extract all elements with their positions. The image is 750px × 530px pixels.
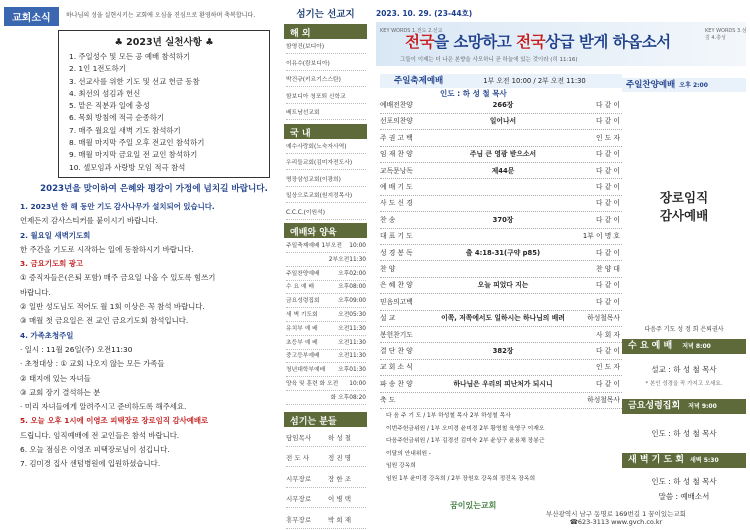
service-leader: 다 같 이: [595, 347, 620, 355]
news-item: 6. 오늘 점심은 이영조 피택장로님이 섬깁니다.: [20, 445, 170, 455]
news-item: 4. 가족초청주일: [20, 330, 74, 340]
service-item: 대 표 기 도: [380, 232, 413, 241]
staff-role: 시무장로: [286, 474, 312, 483]
practice-item: 4. 최선의 섬김과 헌신: [69, 88, 141, 98]
wednesday-note: * 본인 성경을 꼭 가지고 오세요.: [645, 381, 723, 387]
news-item: 언제든지 감사스티커를 붙이시기 바랍니다.: [20, 216, 158, 226]
service-row: [380, 113, 622, 130]
list-item: 이유수(캄보디아): [286, 58, 366, 71]
service-item: 예 배 기 도: [380, 183, 413, 191]
schedule-row: [286, 240, 366, 253]
schedule-name: 양육 및 훈련 화 오전: [286, 381, 339, 387]
service-item: 결 단 찬 양: [380, 347, 413, 355]
schedule-name: 금요성령집회: [286, 298, 320, 305]
service-row: [380, 376, 622, 393]
schedule-row: [286, 337, 366, 350]
news-item: ② 태지에 있는 자녀들: [20, 373, 91, 383]
news-item: ③ 교회 장기 결석하는 분: [20, 387, 101, 397]
service-item: 찬 양: [380, 265, 396, 273]
section-bar: 국 내: [284, 124, 367, 139]
news-subtitle: 하나님의 성을 실현시키는 교회에 오심을 진심으로 환영하며 축복합니다.: [66, 12, 256, 19]
staff-name: 정 진 명: [328, 454, 351, 463]
footer: 부산광역시 남구 동명로 169번길 1 꿈이있는교회 ☎623-3113 www.gvch.co.kr: [546, 510, 686, 526]
wednesday-preacher: 설교 : 하 성 철 목사: [651, 365, 717, 374]
service-leader: 인 도 자: [595, 363, 620, 372]
service-leader: 다 같 이: [595, 101, 620, 109]
service-row: [380, 146, 622, 163]
schedule-row: [286, 392, 366, 405]
friday-bar: 금요성령집회 저녁 9:00: [622, 399, 746, 414]
list-item: 박건규(키르기스스탄): [286, 74, 366, 87]
service-row: [380, 195, 622, 212]
schedule-row: [286, 309, 366, 322]
service-row: [380, 261, 622, 278]
list-item: 예수사랑회(노숙자사역): [286, 141, 366, 154]
service-content: 하나님은 우리의 피난처가 되시니: [453, 379, 553, 388]
schedule-name: 초등부 예 배: [286, 339, 318, 346]
schedule-name: 유치부 예 배: [286, 325, 318, 332]
staff-name: 박 희 재: [328, 515, 351, 524]
list-item: 함영진(보디아): [286, 41, 366, 54]
service-item: 설 교: [380, 314, 396, 323]
service-content: 370장: [492, 215, 514, 224]
schedule-row: [286, 364, 366, 377]
schedule-time: 오전11:30: [338, 353, 366, 360]
schedule-name: 수 요 예 배: [286, 284, 314, 291]
service-row: [380, 359, 622, 376]
service-item: 찬 송: [380, 215, 396, 224]
service-leader: 인 도 자: [595, 133, 620, 142]
next-prayer: 다음주 기도 성 정 희 은퇴권사: [644, 326, 724, 333]
theme-verse: 그들이 이제는 더 나은 본향을 사모하니 곧 하늘에 있는 것이라 (히 11:16): [400, 57, 578, 63]
service-leader: 다 같 이: [595, 379, 620, 388]
news-item: ① 증직자들은(은퇴 포함) 매주 금요일 나올 수 있도록 힘쓰기: [20, 273, 216, 283]
service-content: 이쪽, 저쪽에서도 일하시는 하나님의 배려: [441, 314, 565, 323]
next-week-row: 임원 1부 윤미경 강옥희 / 2부 장원호 강옥희 정진옥 장옥희: [386, 476, 536, 482]
service-content: 일어나서: [489, 117, 517, 126]
news-item: · 일시 : 11월 26일(주) 오전11:30: [20, 344, 133, 354]
service-leader: 다 같 이: [595, 117, 620, 126]
mission-heading: 섬기는 선교지: [296, 9, 355, 20]
news-item: · 미리 자녀들에게 알려주시고 준비하도록 해주세요.: [20, 402, 187, 412]
bulletin-date: 2023. 10. 29. (23-44호): [376, 9, 473, 18]
next-week-row: 다음주헌금위원 / 1부 김경선 김미숙 2부 윤상구 윤용채 장봉근: [386, 438, 545, 445]
list-item: 우리들교회(김미자전도사): [286, 157, 366, 170]
keywords-left: KEY WORDS 1.전도 2.선교: [380, 28, 443, 34]
service-leader: 다 같 이: [595, 248, 620, 257]
schedule-name: 새 벽 기도회: [286, 312, 318, 318]
news-item: 한 주간을 기도로 시작하는 일에 동참하시기 바랍니다.: [20, 244, 194, 254]
schedule-row: [286, 281, 366, 294]
news-item: 5. 오늘 오후 1시에 이영조 피택장로 장로임직 감사예배로: [20, 416, 209, 426]
news-item: 2. 월요일 새벽기도회: [20, 230, 91, 240]
practice-item: 8. 매월 마지막 주일 오후 전교인 참석하기: [69, 138, 205, 148]
staff-role: 담임목사: [286, 433, 312, 442]
staff-name: 이 병 택: [328, 495, 351, 504]
news-item: 7. 김미경 집사 센텀병원에 입원하셨습니다.: [20, 459, 161, 469]
next-week-row: 이달의 안내위원 -: [386, 450, 431, 457]
service-row: [380, 228, 622, 245]
service-item: 선포의찬양: [380, 117, 413, 126]
service-row: [380, 310, 622, 327]
service-content: 주님 큰 영광 받으소서: [469, 150, 537, 159]
service-item: 사 도 신 경: [380, 199, 413, 208]
service-item: 교독문낭독: [380, 166, 413, 175]
list-item: C.C.C.(이원석): [286, 207, 366, 220]
schedule-time: 오전05:30: [338, 312, 366, 318]
next-week-row: 다 음 주 기 도 / 1부 하성철 목사 2부 하성철 목사: [386, 413, 511, 419]
schedule-time: 오후02:00: [338, 270, 366, 277]
service-leader: 하성철목사: [587, 396, 620, 405]
news-item: · 초청대상 : ① 교회 나오지 않는 모든 가족들: [20, 359, 165, 369]
service-content: 제44문: [491, 166, 515, 175]
service-item: 예배전찬양: [380, 101, 413, 109]
schedule-row: [286, 254, 366, 267]
staff-name: 장 한 조: [328, 474, 351, 483]
dawn-leader: 인도 : 하 성 철 목사: [651, 477, 717, 486]
service-item: 파 송 찬 양: [380, 379, 413, 388]
dawn-word: 말씀 : 예배소서: [658, 492, 710, 501]
news-item: 바랍니다.: [20, 287, 51, 297]
service-leader: 다 같 이: [595, 166, 620, 175]
staff-name: 하 성 철: [328, 433, 351, 442]
practice-item: 2. 1인 1전도하기: [69, 64, 126, 74]
schedule-time: 오후01:30: [338, 367, 366, 374]
keywords-right: KEY WORDS 3.섬김 4.충성: [705, 28, 747, 41]
practice-box: [58, 30, 270, 178]
next-week-row: 임원 강옥희: [386, 463, 416, 470]
practice-title: ♣ 2023년 실천사항 ♣: [114, 37, 214, 48]
service-content: 382장: [492, 347, 514, 355]
schedule-time: 화 오후08:20: [330, 394, 366, 401]
news-item: ② 일반 성도님도 적어도 월 1회 이상은 꼭 참석 바랍니다.: [20, 302, 205, 312]
worship-leader: 인도 : 하 성 철 목사: [440, 89, 507, 98]
service-leader: 다 같 이: [595, 215, 620, 224]
list-item: 명장삼성교회(이광희): [286, 174, 366, 187]
section-bar: 섬기는 분들: [284, 412, 367, 427]
ordination-title: 장로임직 감사예배: [659, 190, 709, 223]
service-item: 임 재 찬 양: [380, 150, 413, 159]
news-item: 1. 2023년 한 해 동안 기도 감사나무가 설치되어 있습니다.: [20, 202, 215, 211]
list-item: 베트남선교회: [286, 107, 366, 120]
list-item: 함보디아 청포퇴 신학교: [286, 91, 366, 104]
service-leader: 다 같 이: [595, 281, 620, 290]
section-bar: 해 외: [284, 24, 367, 39]
schedule-row: [286, 295, 366, 308]
staff-role: 휴무장로: [286, 515, 312, 524]
service-leader: 다 같 이: [595, 199, 620, 208]
schedule-row: [286, 268, 366, 281]
worship-header: 주일축제예배 1부 오전 10:00 / 2부 오전 11:30: [380, 74, 622, 88]
practice-item: 10. 셀모임과 사랑방 모임 적극 참석: [69, 162, 186, 172]
news-list: [20, 200, 282, 472]
staff-row: [286, 470, 366, 488]
schedule-time: 10:00: [349, 381, 366, 387]
news-item: ③ 매월 첫 금요일은 전 교인 금요기도회 참석입니다.: [20, 316, 189, 326]
schedule-time: 오전11:30: [338, 339, 366, 346]
schedule-row: [286, 350, 366, 363]
schedule-time: 10:00: [349, 243, 366, 249]
service-leader: 사 회 자: [595, 330, 620, 339]
news-item: 3. 금요기도회 광고: [20, 259, 84, 269]
schedule-row: [286, 323, 366, 336]
mission-column: [284, 0, 367, 530]
practice-item: 7. 매주 월요일 새벽 기도 참석하기: [69, 125, 181, 135]
practice-item: 9. 매월 마지막 금요일 전 교인 참석하기: [69, 150, 198, 160]
news-banner: 2023년을 맞이하여 은혜와 평강이 가정에 넘치길 바랍니다.: [40, 184, 268, 194]
staff-role: 전 도 사: [286, 454, 309, 463]
practice-item: 1. 주일성수 및 모든 공 예배 참석하기: [69, 52, 191, 61]
service-row: [380, 97, 622, 114]
praise-worship-header: 주일찬양예배 오후 2:00: [622, 78, 746, 92]
practice-item: 5. 맡은 직분과 일에 충성: [69, 101, 150, 111]
service-row: [380, 343, 622, 360]
service-content: 266장: [492, 101, 514, 109]
schedule-time: 오후09:00: [338, 298, 366, 305]
list-item: 일상으로교회(원지정목사): [286, 190, 366, 203]
service-leader: 하성철목사: [587, 314, 620, 323]
staff-row: [286, 511, 366, 529]
church-logo: 꿈이있는교회: [450, 501, 497, 510]
schedule-time: 2부오전11:30: [328, 256, 366, 263]
schedule-name: 청년대학부예배: [286, 367, 326, 374]
service-row: [380, 179, 622, 196]
next-week-row: 이번주헌금위원 / 1부 오미경 윤미경 2부 황영철 육영구 이재오: [386, 425, 545, 432]
right-column: [622, 88, 746, 530]
practice-item: 3. 선교사를 위한 기도 및 선교 헌금 동참: [69, 76, 200, 86]
service-row: [380, 327, 622, 344]
staff-row: [286, 429, 366, 447]
practice-item: 6. 목회 방침에 적극 순종하기: [69, 113, 164, 123]
news-item: 드립니다. 임직예배에 전 교인들은 참석 바랍니다.: [20, 430, 180, 440]
service-row: [380, 163, 622, 180]
practice-list: [69, 51, 204, 174]
service-row: [380, 130, 622, 147]
friday-leader: 인도 : 하 성 철 목사: [651, 429, 717, 438]
schedule-row: [286, 378, 366, 391]
schedule-time: 오전11:30: [338, 325, 366, 332]
dawn-bar: 새 벽 기 도 회 새벽 5:30: [622, 453, 746, 468]
staff-row: [286, 490, 366, 508]
service-row: [380, 277, 622, 294]
service-leader: 찬 양 대: [595, 265, 620, 273]
schedule-name: 중고등부예배: [286, 353, 320, 360]
service-item: 교 회 소 식: [380, 363, 413, 372]
service-content: 오늘 피었다 지는: [477, 281, 529, 290]
staff-role: 시무장로: [286, 495, 312, 504]
service-content: 출 4:18-31(구약 p85): [465, 248, 541, 257]
service-row: [380, 212, 622, 229]
service-leader: 1부 이 명 호: [582, 232, 620, 241]
service-item: 축 도: [380, 396, 396, 405]
section-bar: 예배와 양육: [284, 223, 367, 238]
page-title: 전국을 소망하고 전국상급 받게 하옵소서: [405, 33, 671, 51]
service-leader: 다 같 이: [595, 183, 620, 191]
staff-row: [286, 449, 366, 467]
service-leader: 다 같 이: [595, 150, 620, 159]
schedule-name: 주일찬양예배: [286, 270, 320, 277]
service-row: [380, 245, 622, 262]
schedule-name: 주일축제예배 1부오전: [286, 243, 342, 249]
wednesday-bar: 수 요 예 배 저녁 8:00: [622, 339, 746, 354]
service-leader: 다 같 이: [595, 297, 620, 306]
service-item: 은 혜 찬 양: [380, 281, 413, 290]
schedule-time: 오후08:00: [338, 284, 366, 291]
service-row: [380, 392, 622, 409]
service-row: [380, 294, 622, 311]
service-item: 봉헌찬기도: [380, 330, 413, 339]
service-item: 믿음의고백: [380, 297, 413, 306]
service-item: 주 권 고 백: [380, 133, 413, 142]
news-tag: 교회소식: [4, 7, 59, 26]
service-item: 성 경 봉 독: [380, 248, 413, 257]
